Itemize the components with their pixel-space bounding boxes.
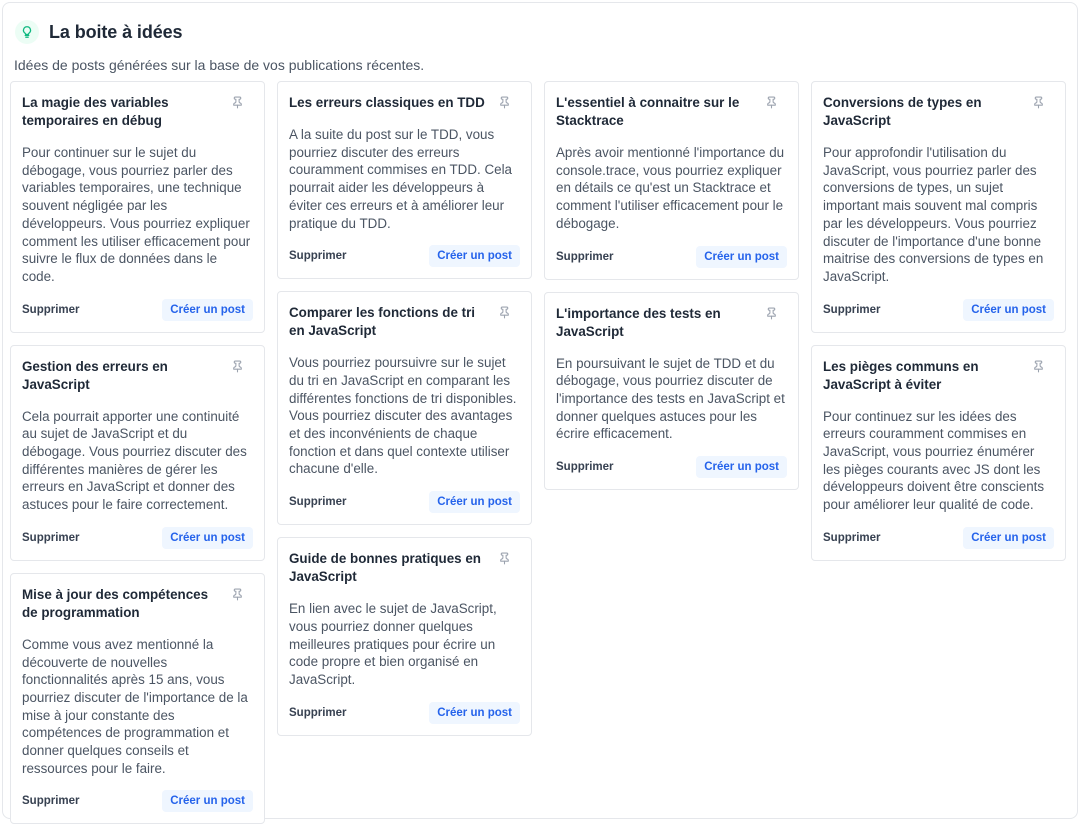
idea-card xyxy=(544,81,799,280)
create-post-button[interactable]: Créer un post xyxy=(429,245,520,267)
idea-card xyxy=(811,345,1066,561)
delete-button[interactable]: Supprimer xyxy=(823,531,881,544)
page-subtitle: Idées de posts générées sur la base de vos publications récentes. xyxy=(14,57,425,73)
idea-description: Pour continuez sur les idées des erreurs couramment commises en JavaScript, vous pourriez énumérer les pièges courants avec JS dont les développeurs doivent être conscients pour améliorer leur qualité de code. xyxy=(823,408,1045,513)
idea-title: Guide de bonnes pratiques en JavaScript xyxy=(289,551,481,585)
idea-title: L'essentiel à connaitre sur le Stacktrace xyxy=(556,95,740,128)
pin-icon[interactable] xyxy=(231,96,245,110)
lightbulb-icon xyxy=(15,20,39,44)
pin-icon[interactable] xyxy=(1032,360,1046,374)
idea-title: Mise à jour des compétences de programmation xyxy=(22,586,209,620)
idea-title: Les erreurs classiques en TDD xyxy=(289,95,485,110)
idea-description: Vous pourriez poursuivre sur le sujet du tri en JavaScript en comparant les différentes fonctions de tri disponibles. Vous pourriez discuter des avantages et des inconvénients de chaque fonction et dans quel contexte utiliser chacune d'elle. xyxy=(289,355,517,477)
delete-button[interactable]: Supprimer xyxy=(22,303,80,316)
pin-icon[interactable] xyxy=(498,306,512,320)
idea-description: A la suite du post sur le TDD, vous pourriez discuter des erreurs couramment commises en TDD. Cela pourrait aider les développeurs à éviter ces erreurs et à améliorer leur pratique du TDD. xyxy=(289,127,512,231)
create-post-button[interactable]: Créer un post xyxy=(963,299,1054,321)
idea-card xyxy=(277,537,532,736)
idea-title: La magie des variables temporaires en débug xyxy=(22,95,169,128)
idea-title: L'importance des tests en JavaScript xyxy=(556,305,721,339)
idea-card xyxy=(10,573,265,824)
idea-card xyxy=(10,81,265,333)
idea-description: En poursuivant le sujet de TDD et du débogage, vous pourriez discuter de l'importance des tests en JavaScript et donner quelques astuces pour les écrire efficacement. xyxy=(556,355,785,442)
ideas-column-1 xyxy=(10,81,265,824)
idea-title: Gestion des erreurs en JavaScript xyxy=(22,358,168,392)
create-post-button[interactable]: Créer un post xyxy=(162,527,253,549)
create-post-button[interactable]: Créer un post xyxy=(429,491,520,513)
pin-icon[interactable] xyxy=(1032,96,1046,110)
ideas-column-2 xyxy=(277,81,532,736)
create-post-button[interactable]: Créer un post xyxy=(696,456,787,478)
idea-description: Pour continuer sur le sujet du débogage, vous pourriez parler des variables temporaires, une technique souvent négligée par les développeurs. Vous pourriez expliquer comment les utiliser efficacement pour suivre le flux de données dans le code. xyxy=(22,145,251,284)
create-post-button[interactable]: Créer un post xyxy=(162,299,253,321)
pin-icon[interactable] xyxy=(498,96,512,110)
idea-title: Conversions de types en JavaScript xyxy=(823,95,982,128)
pin-icon[interactable] xyxy=(765,307,779,321)
pin-icon[interactable] xyxy=(231,588,245,602)
idea-card xyxy=(277,291,532,525)
create-post-button[interactable]: Créer un post xyxy=(429,702,520,724)
idea-description: Pour approfondir l'utilisation du JavaScript, vous pourriez parler des conversions de types, un sujet important mais souvent mal compris par les développeurs. Vous pourriez discuter de l'importance d'une bonne maitrise des conversions de types en JavaScript. xyxy=(823,145,1044,284)
create-post-button[interactable]: Créer un post xyxy=(696,246,787,268)
create-post-button[interactable]: Créer un post xyxy=(963,527,1054,549)
delete-button[interactable]: Supprimer xyxy=(22,531,80,544)
ideas-column-3 xyxy=(544,81,799,490)
idea-description: En lien avec le sujet de JavaScript, vous pourriez donner quelques meilleures pratiques pour écrire un code propre et bien organisé en JavaScript. xyxy=(289,601,497,687)
idea-card xyxy=(811,81,1066,333)
idea-description: Cela pourrait apporter une continuité au sujet de JavaScript et du débogage. Vous pourriez discuter des différentes manières de gérer les erreurs en JavaScript et donner des astuces pour le faire correctement. xyxy=(22,408,247,513)
create-post-button[interactable]: Créer un post xyxy=(162,790,253,812)
ideas-column-4 xyxy=(811,81,1066,561)
idea-title: Les pièges communs en JavaScript à éviter xyxy=(823,358,979,392)
pin-icon[interactable] xyxy=(498,552,512,566)
panel-header xyxy=(15,17,182,47)
delete-button[interactable]: Supprimer xyxy=(823,303,881,316)
page-title: La boite à idées xyxy=(49,21,183,42)
delete-button[interactable]: Supprimer xyxy=(22,795,80,808)
idea-description: Après avoir mentionné l'importance du console.trace, vous pourriez expliquer en détails ce qu'est un Stacktrace et comment l'utiliser efficacement pour le débogage. xyxy=(556,145,785,231)
delete-button[interactable]: Supprimer xyxy=(556,461,614,474)
delete-button[interactable]: Supprimer xyxy=(556,250,614,263)
idea-description: Comme vous avez mentionné la découverte de nouvelles fonctionnalités après 15 ans, vous pourriez discuter de l'importance de la mise à jour constante des compétences de programmation et donner quelques conseils et ressources pour le faire. xyxy=(22,636,248,776)
idea-card xyxy=(544,292,799,491)
idea-card xyxy=(277,81,532,279)
delete-button[interactable]: Supprimer xyxy=(289,706,347,719)
pin-icon[interactable] xyxy=(765,96,779,110)
idea-title: Comparer les fonctions de tri en JavaScript xyxy=(289,305,476,339)
pin-icon[interactable] xyxy=(231,360,245,374)
idea-card xyxy=(10,345,265,561)
delete-button[interactable]: Supprimer xyxy=(289,250,347,263)
delete-button[interactable]: Supprimer xyxy=(289,496,347,509)
